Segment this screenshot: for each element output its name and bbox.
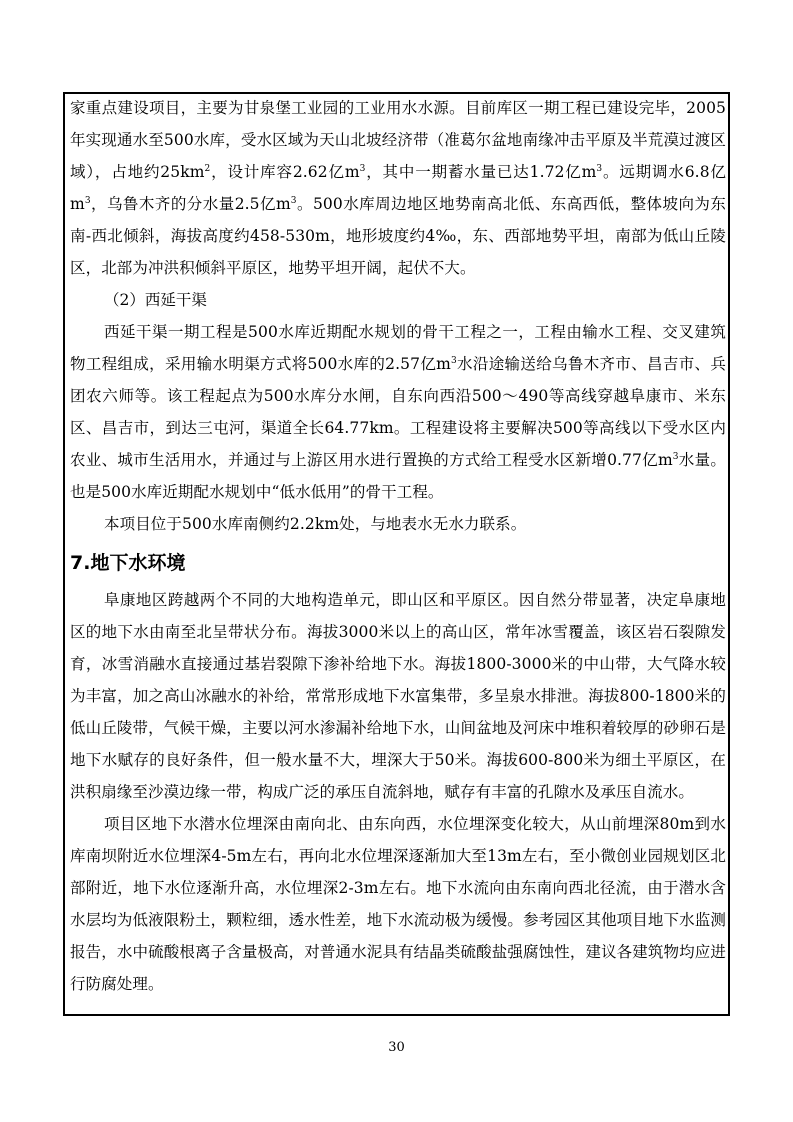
text-run: 水沿途输送给乌鲁木齐市、昌吉市、兵团农六师等。该工程起点为500水库分水闸，自东向西沿500～490等高线穿越阜康市、米东区、昌吉市，到达三屯河，渠道全长64.77km。工程建设将主要解决500等高线以下受水区内农业、城市生活用水，并通过与上游区用水进行置换的方式给工程受水区新增0.77亿m [70,355,726,469]
superscript: 3 [450,355,457,366]
text-run: 家重点建设项目，主要为甘泉堡工业园的工业用水水源。目前库区一期工程已建设完毕，2005年实现通水至500水库，受水区域为天山北坡经济带（准葛尔盆地南缘冲击平原及半荒漠过渡区域），占地约25km [70,99,726,181]
superscript: 3 [359,163,366,174]
superscript: 3 [290,195,297,206]
paragraph-groundwater-region: 阜康地区跨越两个不同的大地构造单元，即山区和平原区。因自然分带显著，决定阜康地区的地下水由南至北呈带状分布。海拔3000米以上的高山区，常年冰雪覆盖，该区岩石裂隙发育，冰雪消融水直接通过基岩裂隙下渗补给地下水。海拔1800-3000米的中山带，大气降水较为丰富，加之高山冰融水的补给，常常形成地下水富集带，多呈泉水排泄。海拔800-1800米的低山丘陵带，气候干燥，主要以河水渗漏补给地下水，山间盆地及河床中堆积着较厚的砂卵石是地下水赋存的良好条件，但一般水量不大，埋深大于50米。海拔600-800米为细土平原区，在洪积扇缘至沙漠边缘一带，构成广泛的承压自流斜地，赋存有丰富的孔隙水及承压自流水。 [70,591,726,801]
superscript: 3 [672,451,679,462]
text-run: ，设计库容2.62亿m [210,163,360,181]
text-run: 水量。也是500水库近期配水规划中“低水低用”的骨干工程。 [70,451,726,501]
section-heading: 7.地下水环境 [70,552,186,574]
superscript: 3 [84,195,91,206]
paragraph-project-location: 本项目位于500水库南侧约2.2km处，与地表水无水力联系。 [104,515,527,533]
paragraph-groundwater-project: 项目区地下水潜水位埋深由南向北、由东向西，水位埋深变化较大，从山前埋深80m到水库南坝附近水位埋深4-5m左右，再向北水位埋深逐渐加大至13m左右，至小微创业园规划区北部附近，地下水位逐渐升高，水位埋深2-3m左右。地下水流向由东南向西北径流，由于潜水含水层均为低液限粉土，颗粒细，透水性差，地下水流动极为缓慢。参考园区其他项目地下水监测报告，水中硫酸根离子含量极高，对普通水泥具有结晶类硫酸盐强腐蚀性，建议各建筑物均应进行防腐处理。 [70,815,726,993]
document-body [70,92,726,1000]
superscript: 2 [204,163,211,174]
text-run: 。远期调水6.8亿m [70,163,726,213]
text-run: ，乌鲁木齐的分水量2.5亿m [90,195,291,213]
text-run: ，其中一期蓄水量已达1.72亿m [365,163,597,181]
page-number: 30 [388,1040,405,1055]
text-run: 西延干渠一期工程是500水库近期配水规划的骨干工程之一，工程由输水工程、交叉建筑物工程组成，采用输水明渠方式将500水库的2.57亿m [70,323,726,373]
text-run: 。500水库周边地区地势南高北低、东高西低，整体坡向为东南-西北倾斜，海拔高度约458-530m，地形坡度约4‰，东、西部地势平坦，南部为低山丘陵区，北部为冲洪积倾斜平原区，地势平坦开阔，起伏不大。 [70,195,726,277]
superscript: 3 [596,163,603,174]
subheading-xiyan-canal: （2）西延干渠 [104,291,207,309]
paragraph-xiyan-canal [70,316,726,508]
paragraph-reservoir [70,92,726,284]
